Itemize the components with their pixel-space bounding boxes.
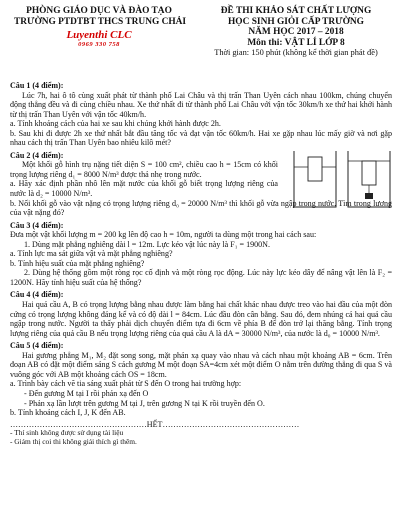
q5-part-b: b. Tính khoảng cách I, J, K đến AB. xyxy=(10,408,126,418)
q3-method-1-b: b. Tính hiệu suất của mặt phẳng nghiêng? xyxy=(10,258,145,268)
q4-title: Câu 4 (4 điểm): xyxy=(10,290,64,300)
wood-block-left xyxy=(308,157,322,181)
q2-part-b: b. Nối khối gỗ vào vật nặng có trọng lượng riêng d₀ = 20000 N/m³ thì khối gỗ vừa ngập trong nước. Tìm trọng lượng của vật nặng đó? xyxy=(10,198,392,218)
org-line-1: PHÒNG GIÁO DỤC VÀ ĐÀO TẠO xyxy=(26,6,172,16)
watermark-logo: Luyenthi CLC xyxy=(66,29,132,42)
org-line-2: TRƯỜNG PTDTBT THCS TRUNG CHẢI xyxy=(14,16,187,27)
q2-part-a: a. Hãy xác định phần nhô lên mặt nước của khối gỗ biết trọng lượng riêng của nước là d₂ = 10000 N/m³. xyxy=(10,179,278,199)
header-exam xyxy=(198,6,394,58)
watermark-phone: 0969 330 758 xyxy=(78,41,120,49)
q5-case-2: - Phản xạ lần lượt trên gương M tại J, trên gương N tại K rồi truyền đến O. xyxy=(24,398,265,408)
q5-text: Hai gương phẳng M₁, M₂ đặt song song, mặt phản xạ quay vào nhau và cách nhau một khoảng AB = 6cm. Trên đoạn AB có đặt một điểm sáng S cách gương M một đoạn SA=4cm xét một điểm O nằm trên đường thẳng đi qua S và vuông góc với AB một khoảng cách OS = 18cm. xyxy=(10,350,392,379)
exam-title-1: ĐỀ THI KHẢO SÁT CHẤT LƯỢNG xyxy=(220,6,372,16)
q3-title: Câu 3 (4 điểm): xyxy=(10,220,64,230)
q2-text: Một khối gỗ hình trụ nặng tiết diện S = 100 cm², chiều cao h = 15cm có khối trọng lượng riêng d₁ = 8000 N/m³ được thả nhẹ trong nước. xyxy=(10,160,278,179)
q3-text: Đưa một vật khối lượng m = 200 kg lên độ cao h = 10m, người ta dùng một trong hai cách sau: xyxy=(10,230,317,240)
container-left xyxy=(294,151,336,207)
q4-text: Hai quả cầu A, B có trọng lượng bằng nhau được làm bằng hai chất khác nhau được treo vào hai đầu của một đòn cứng có trọng lượng không đáng kể và có độ dài l = 84cm. Lúc đầu đòn cân bằng. Sau đó, đem nhúng cả hai quả cầu ngập trong nước. Người ta thấy phải dịch chuyển điểm tựa đi 6cm về phía B để đòn trở lại thăng bằng. Tính trọng lượng riêng của quả cầu B nếu trọng lượng riêng của quả cầu A là dA = 30000 N/m³, của nước là d₀ = 10000 N/m³. xyxy=(10,300,392,338)
header xyxy=(0,6,400,80)
note-1: - Thí sinh không được sử dụng tài liệu xyxy=(10,428,124,438)
wood-block-right xyxy=(362,161,376,185)
exam-body xyxy=(10,78,392,446)
q5-part-a: a. Trình bày cách vẽ tia sáng xuất phát từ S đến O trong hai trường hợp: xyxy=(10,379,242,389)
q5-title: Câu 5 (4 điểm): xyxy=(10,341,64,351)
q2-figure xyxy=(290,145,394,213)
q1-text: Lúc 7h, hai ô tô cùng xuất phát từ thành phố Lai Châu và thị trấn Than Uyên cách nhau 100km, chúng chuyển động thẳng đều và đi cùng chiều nhau. Xe thứ nhất đi từ thành phố Lai Châu với vận tốc 30km/h xe thứ hai khởi hành từ thị trấn Than Uyên với vận tốc 40km/h. xyxy=(10,90,392,119)
school-year: NĂM HỌC 2017 – 2018 xyxy=(248,27,344,38)
weight xyxy=(365,193,373,199)
time-limit: Thời gian: 150 phút (không kể thời gian phát đề) xyxy=(214,48,378,58)
subject: Môn thi: VẬT LÍ LỚP 8 xyxy=(247,37,345,48)
q1-part-b: b. Sau khi đi được 2h xe thứ nhất bắt đầu tăng tốc và đạt vận tốc 60km/h. Hai xe gặp nhau lúc mấy giờ và nơi gặp nhau cách thị trấn Than Uyên bao nhiêu kilô mét? xyxy=(10,128,392,148)
note-2: - Giám thị coi thi không giải thích gì thêm. xyxy=(10,436,137,446)
q2-title: Câu 2 (4 điểm): xyxy=(10,150,64,160)
end-marker: ……………………………………………HẾT…………………………………………… xyxy=(10,419,300,429)
container-right xyxy=(348,151,390,207)
q5-case-1: - Đến gương M tại I rồi phản xạ đến O xyxy=(24,388,149,398)
q1-part-a: a. Tính khoảng cách của hai xe sau khi chúng khởi hành được 2h. xyxy=(10,119,221,129)
q3-method-1: 1. Dùng mặt phẳng nghiêng dài l = 12m. Lực kéo vật lúc này là F₁ = 1900N. xyxy=(24,239,270,249)
q3-method-1-a: a. Tính lực ma sát giữa vật và mặt phẳng nghiêng? xyxy=(10,249,173,259)
q3-method-2: 2. Dùng hệ thống gồm một ròng rọc cố định và một ròng rọc động. Lúc này lực kéo dây để nâng vật lên là F₂ = 1200N. Hãy tính hiệu suất của hệ thống? xyxy=(10,268,392,287)
q1-title: Câu 1 (4 điểm): xyxy=(10,81,64,90)
exam-title-2: HỌC SINH GIỎI CẤP TRƯỜNG xyxy=(228,16,364,27)
header-org xyxy=(14,6,187,49)
